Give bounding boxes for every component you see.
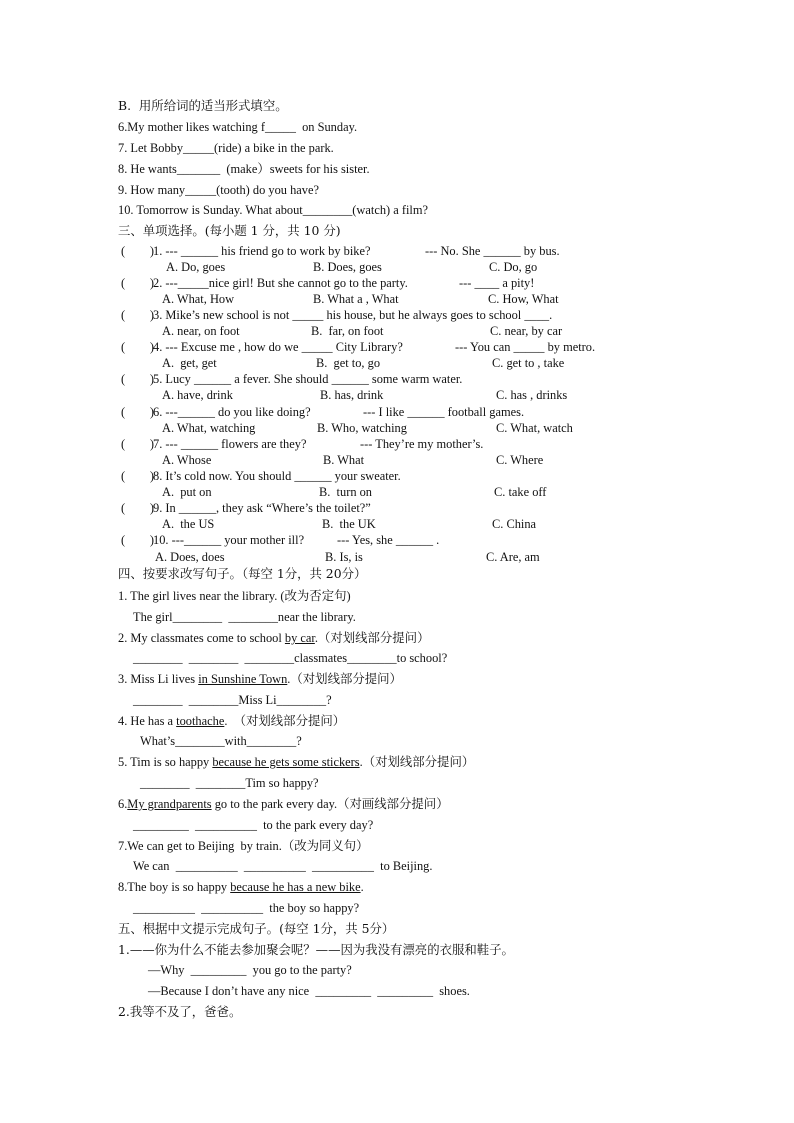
option-c: C. get to , take (492, 356, 565, 370)
option-a: A. Do, goes (166, 260, 226, 274)
option-c: C. China (492, 517, 537, 531)
option-c: C. Do, go (489, 260, 538, 274)
option-b: B. Is, is (325, 550, 363, 564)
question-stem: 2. ---_____nice girl! But she cannot go to the party. (153, 276, 408, 290)
answer-bracket: ( ) (121, 437, 155, 451)
rewrite-answer: _________ __________ to the park every day? (133, 818, 374, 832)
option-c: C. take off (494, 485, 547, 499)
option-c: C. near, by car (490, 324, 563, 338)
question-stem-reply: --- You can _____ by metro. (455, 340, 596, 354)
rewrite-question: 1. The girl lives near the library. (改为否定句) (118, 589, 351, 603)
question-stem: 3. Mike’s new school is not _____ his house, but he always goes to school ____. (153, 308, 553, 322)
option-b: B. What a , What (313, 292, 399, 306)
option-b: B. Who, watching (317, 421, 407, 435)
option-b: B. What (323, 453, 365, 467)
rewrite-answer: The girl________ ________near the library. (133, 610, 356, 624)
answer-bracket: ( ) (121, 533, 155, 547)
option-a: A. Whose (162, 453, 212, 467)
rewrite-answer: ________ ________ ________classmates________to school? (133, 651, 448, 665)
option-c: C. What, watch (496, 421, 573, 435)
underlined-part: toothache (176, 714, 225, 728)
question-stem: 1. --- ______ his friend go to work by bike? (153, 244, 371, 258)
rewrite-answer: ________ ________Miss Li________? (133, 693, 332, 707)
underlined-part: in Sunshine Town (198, 672, 288, 686)
chinese-answer-line: —Because I don’t have any nice _________ _________ shoes. (148, 984, 470, 998)
rewrite-question: 4. He has a toothache. （对划线部分提问） (118, 714, 346, 728)
question-stem-reply: --- No. She ______ by bus. (425, 244, 560, 258)
question-stem: 8. It’s cold now. You should ______ your sweater. (153, 469, 401, 483)
rewrite-question: 5. Tim is so happy because he gets some stickers.（对划线部分提问） (118, 755, 475, 769)
rewrite-question: 7.We can get to Beijing by train.（改为同义句） (118, 839, 369, 853)
underlined-part: My grandparents (127, 797, 212, 811)
answer-bracket: ( ) (121, 340, 155, 354)
fill-item: 9. How many_____(tooth) do you have? (118, 183, 319, 197)
option-c: C. has , drinks (496, 388, 568, 402)
question-stem-reply: --- I like ______ football games. (363, 405, 525, 419)
chinese-prompt: 1.——你为什么不能去参加聚会呢？——因为我没有漂亮的衣服和鞋子。 (118, 942, 514, 957)
option-b: B. the UK (322, 517, 376, 531)
option-a: A. near, on foot (162, 324, 240, 338)
rewrite-answer: ________ ________Tim so happy? (140, 776, 319, 790)
section-4-heading: 四、按要求改写句子。（每空 1分，共 20分） (118, 566, 367, 581)
answer-bracket: ( ) (121, 308, 155, 322)
section-b-heading: B. 用所给词的适当形式填空。 (118, 98, 288, 113)
question-stem-reply: --- Yes, she ______ . (337, 533, 440, 547)
question-stem: 6. ---______ do you like doing? (153, 405, 311, 419)
option-a: A. put on (162, 485, 212, 499)
fill-item: 10. Tomorrow is Sunday. What about________(watch) a film? (118, 203, 428, 217)
chinese-answer-line: —Why _________ you go to the party? (148, 963, 352, 977)
answer-bracket: ( ) (121, 469, 155, 483)
section-3-heading: 三、单项选择。(每小题 1 分，共 10 分) (118, 223, 341, 238)
question-stem: 9. In ______, they ask “Where’s the toilet?” (153, 501, 371, 515)
rewrite-question: 2. My classmates come to school by car.（对划线部分提问） (118, 631, 430, 645)
fill-item: 6.My mother likes watching f_____ on Sunday. (118, 120, 358, 134)
rewrite-question: 3. Miss Li lives in Sunshine Town.（对划线部分提问） (118, 672, 402, 686)
option-b: B. Does, goes (313, 260, 382, 274)
rewrite-answer: __________ __________ the boy so happy? (133, 901, 360, 915)
question-stem: 10. ---______ your mother ill? (153, 533, 305, 547)
answer-bracket: ( ) (121, 244, 155, 258)
section-5-heading: 五、根据中文提示完成句子。(每空 1分，共 5分） (118, 921, 395, 936)
answer-bracket: ( ) (121, 372, 155, 386)
question-stem-reply: --- ____ a pity! (459, 276, 535, 290)
option-b: B. far, on foot (311, 324, 384, 338)
underlined-part: because he has a new bike (230, 880, 361, 894)
option-a: A. have, drink (162, 388, 233, 402)
question-stem: 5. Lucy ______ a fever. She should ______ some warm water. (153, 372, 463, 386)
option-c: C. How, What (488, 292, 559, 306)
option-a: A. the US (162, 517, 215, 531)
underlined-part: by car (284, 631, 315, 645)
option-c: C. Are, am (486, 550, 540, 564)
underlined-part: because he gets some stickers (212, 755, 360, 769)
option-a: A. get, get (162, 356, 217, 370)
option-a: A. What, How (162, 292, 235, 306)
question-stem: 4. --- Excuse me , how do we _____ City Library? (153, 340, 403, 354)
fill-item: 7. Let Bobby_____(ride) a bike in the park. (118, 141, 334, 155)
question-stem-reply: --- They’re my mother’s. (360, 437, 484, 451)
option-b: B. get to, go (316, 356, 381, 370)
option-a: A. What, watching (162, 421, 256, 435)
rewrite-answer: What’s________with________? (140, 734, 302, 748)
option-b: B. turn on (319, 485, 373, 499)
answer-bracket: ( ) (121, 405, 155, 419)
answer-bracket: ( ) (121, 501, 155, 515)
rewrite-answer: We can __________ __________ __________ to Beijing. (133, 859, 433, 873)
option-b: B. has, drink (320, 388, 384, 402)
fill-item: 8. He wants_______ (make）sweets for his sister. (118, 162, 370, 176)
rewrite-question: 6.My grandparents go to the park every day.（对画线部分提问） (118, 797, 449, 811)
rewrite-question: 8.The boy is so happy because he has a new bike. (118, 880, 364, 894)
option-c: C. Where (496, 453, 544, 467)
option-a: A. Does, does (155, 550, 225, 564)
answer-bracket: ( ) (121, 276, 155, 290)
chinese-prompt: 2.我等不及了，爸爸。 (118, 1004, 242, 1019)
question-stem: 7. --- ______ flowers are they? (153, 437, 307, 451)
